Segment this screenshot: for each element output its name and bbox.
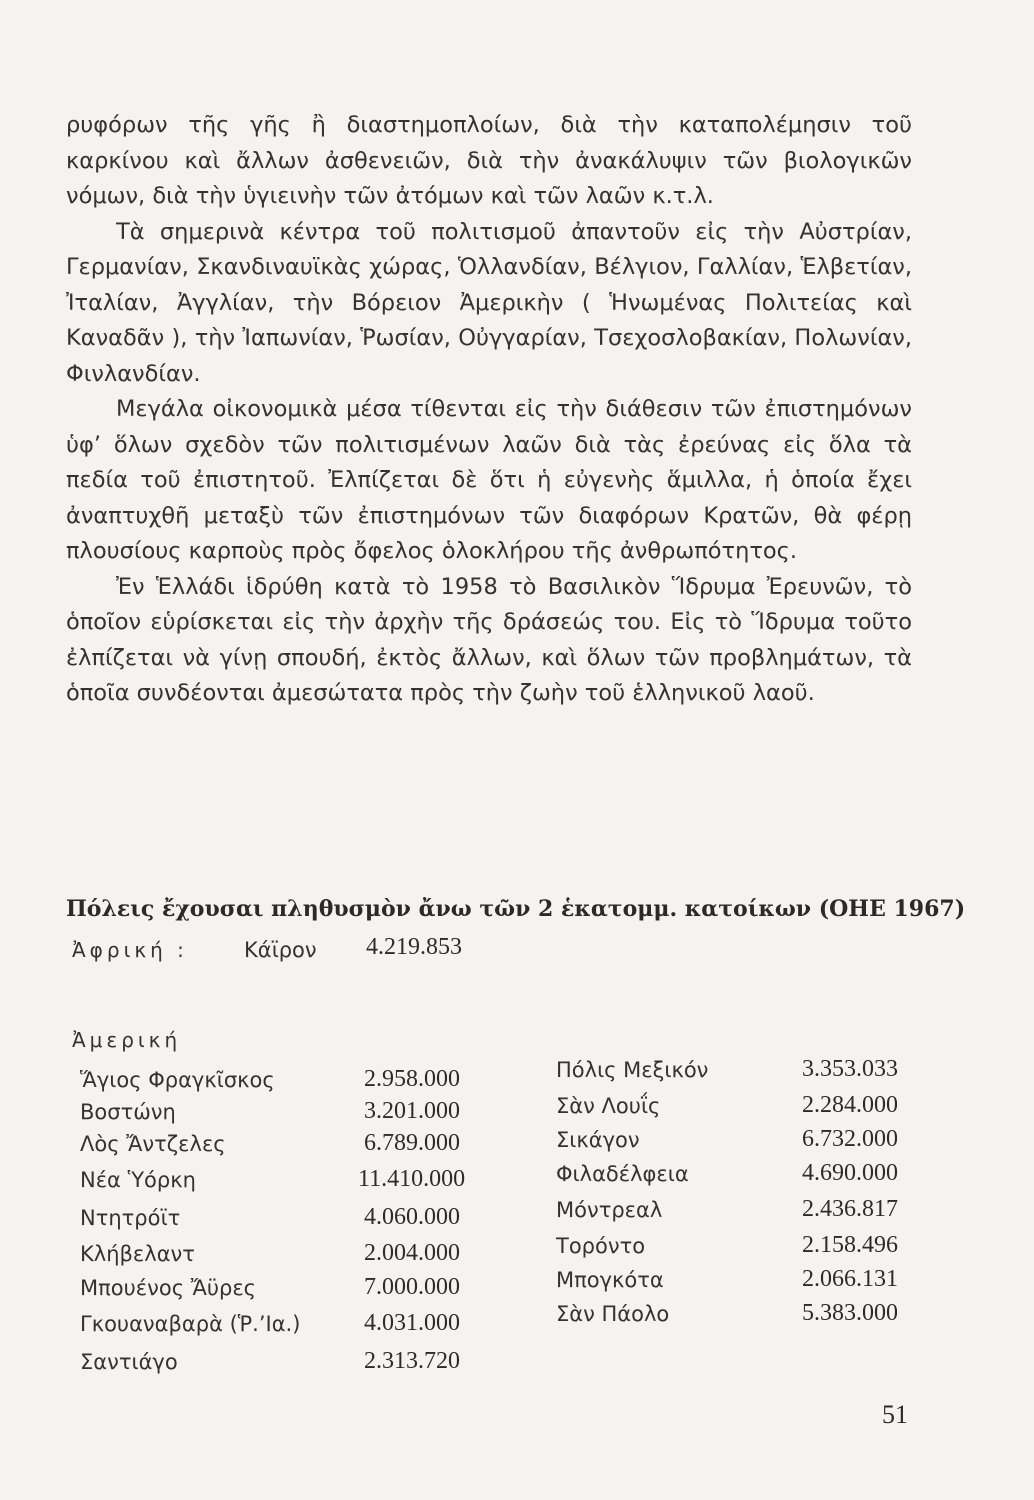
city-population: 2.066.131 — [802, 1266, 898, 1292]
city-name: Νέα Ὑόρκη — [80, 1168, 196, 1192]
city-population: 6.732.000 — [802, 1126, 898, 1152]
city-population: 11.410.000 — [358, 1166, 466, 1192]
paragraph-4: Ἐν Ἑλλάδι ἱδρύθη κατὰ τὸ 1958 τὸ Βασιλικὸν Ἵδρυμα Ἐρευνῶν, τὸ ὁποῖον εὑρίσκεται εἰς τὴν ἀρχὴν τῆς δράσεώς του. Εἰς τὸ Ἵδρυμα τοῦτο ἐλπίζεται νὰ γίνῃ σπουδή, ἐκτὸς ἄλλων, καὶ ὅλων τῶν προβλημάτων, τὰ ὁποῖα συνδέονται ἀμεσώτατα πρὸς τὴν ζωὴν τοῦ ἑλληνικοῦ λαοῦ. — [66, 573, 912, 706]
table-row — [80, 1168, 500, 1202]
table-row — [556, 1058, 926, 1092]
city-population: 2.958.000 — [364, 1066, 460, 1092]
region-label-africa: Ἀφρική : — [72, 938, 188, 962]
table-row — [556, 1162, 926, 1196]
city-population: 7.000.000 — [364, 1274, 460, 1300]
body-text — [66, 108, 912, 712]
city-name: Μπουένος Ἄϋρες — [80, 1276, 256, 1300]
city-name: Κλήβελαντ — [80, 1242, 195, 1266]
city-name: Βοστώνη — [80, 1100, 176, 1124]
table-row — [80, 1132, 500, 1166]
table-row — [80, 1242, 500, 1276]
table-row — [80, 1100, 500, 1134]
table-caption: Πόλεις ἔχουσαι πληθυσμὸν ἄνω τῶν 2 ἑκατομμ. κατοίκων (ΟΗΕ 1967) — [66, 896, 966, 922]
city-name: Γκουαναβαρὰ (Ῥ.’Ια.) — [80, 1312, 301, 1336]
table-row — [80, 1068, 500, 1102]
africa-city: Κάϊρον — [244, 938, 317, 962]
table-row — [556, 1128, 926, 1162]
city-population: 5.383.000 — [802, 1300, 898, 1326]
city-name: Σὰν Πάολο — [556, 1302, 670, 1326]
city-population: 2.004.000 — [364, 1240, 460, 1266]
city-population: 3.201.000 — [364, 1098, 460, 1124]
table-row — [556, 1234, 926, 1268]
page-number: 51 — [882, 1400, 908, 1429]
table-row — [80, 1350, 500, 1384]
city-name: Ντητρόϊτ — [80, 1206, 181, 1230]
city-name: Μπογκότα — [556, 1268, 664, 1292]
paragraph-2: Τὰ σημερινὰ κέντρα τοῦ πολιτισμοῦ ἀπαντοῦν εἰς τὴν Αὐστρίαν, Γερμανίαν, Σκανδιναυϊκὰς χώρας, Ὁλλανδίαν, Βέλγιον, Γαλλίαν, Ἑλβετίαν, Ἰταλίαν, Ἀγγλίαν, τὴν Βόρειον Ἀμερικὴν ( Ἡνωμένας Πολιτείας καὶ Καναδᾶν ), τὴν Ἰαπωνίαν, Ῥωσίαν, Οὐγγαρίαν, Τσεχοσλοβακίαν, Πολωνίαν, Φινλανδίαν. — [66, 218, 912, 387]
paragraph-1: ρυφόρων τῆς γῆς ἢ διαστημοπλοίων, διὰ τὴν καταπολέμησιν τοῦ καρκίνου καὶ ἄλλων ἀσθενειῶν, διὰ τὴν ἀνακάλυψιν τῶν βιολογικῶν νόμων, διὰ τὴν ὑγιεινὴν τῶν ἀτόμων καὶ τῶν λαῶν κ.τ.λ. — [66, 112, 912, 209]
city-population: 2.158.496 — [802, 1232, 898, 1258]
city-name: Τορόντο — [556, 1234, 646, 1258]
city-population: 4.031.000 — [364, 1310, 460, 1336]
table-row — [80, 1276, 500, 1310]
city-population: 2.284.000 — [802, 1092, 898, 1118]
region-label-america: Ἀμερική — [72, 1028, 182, 1052]
table-row — [80, 1206, 500, 1240]
city-population: 2.313.720 — [364, 1348, 460, 1374]
table-row — [80, 1312, 500, 1346]
city-population: 3.353.033 — [802, 1056, 898, 1082]
table-row — [556, 1302, 926, 1336]
city-population: 2.436.817 — [802, 1196, 898, 1222]
city-population: 6.789.000 — [364, 1130, 460, 1156]
city-name: Σαντιάγο — [80, 1350, 178, 1374]
city-population: 4.690.000 — [802, 1160, 898, 1186]
city-name: Πόλις Μεξικόν — [556, 1058, 709, 1082]
city-name: Ἅγιος Φραγκῖσκος — [80, 1068, 275, 1092]
city-name: Σὰν Λουΐς — [556, 1094, 661, 1118]
paragraph-3: Μεγάλα οἰκονομικὰ μέσα τίθενται εἰς τὴν διάθεσιν τῶν ἐπιστημόνων ὑφ’ ὅλων σχεδὸν τῶν πολιτισμένων λαῶν διὰ τὰς ἐρεύνας εἰς ὅλα τὰ πεδία τοῦ ἐπιστητοῦ. Ἐλπίζεται δὲ ὅτι ἡ εὐγενὴς ἅμιλλα, ἡ ὁποία ἔχει ἀναπτυχθῆ μεταξὺ τῶν ἐπιστημόνων τῶν διαφόρων Κρατῶν, θὰ φέρῃ πλουσίους καρποὺς πρὸς ὄφελος ὁλοκλήρου τῆς ἀνθρωπότητος. — [66, 396, 912, 564]
city-name: Φιλαδέλφεια — [556, 1162, 689, 1186]
city-population: 4.060.000 — [364, 1204, 460, 1230]
table-row — [556, 1198, 926, 1232]
city-name: Λὸς Ἄντζελες — [80, 1132, 226, 1156]
city-name: Μόντρεαλ — [556, 1198, 663, 1222]
africa-population: 4.219.853 — [366, 934, 462, 960]
table-row — [556, 1268, 926, 1302]
city-name: Σικάγον — [556, 1128, 640, 1152]
table-row — [556, 1094, 926, 1128]
